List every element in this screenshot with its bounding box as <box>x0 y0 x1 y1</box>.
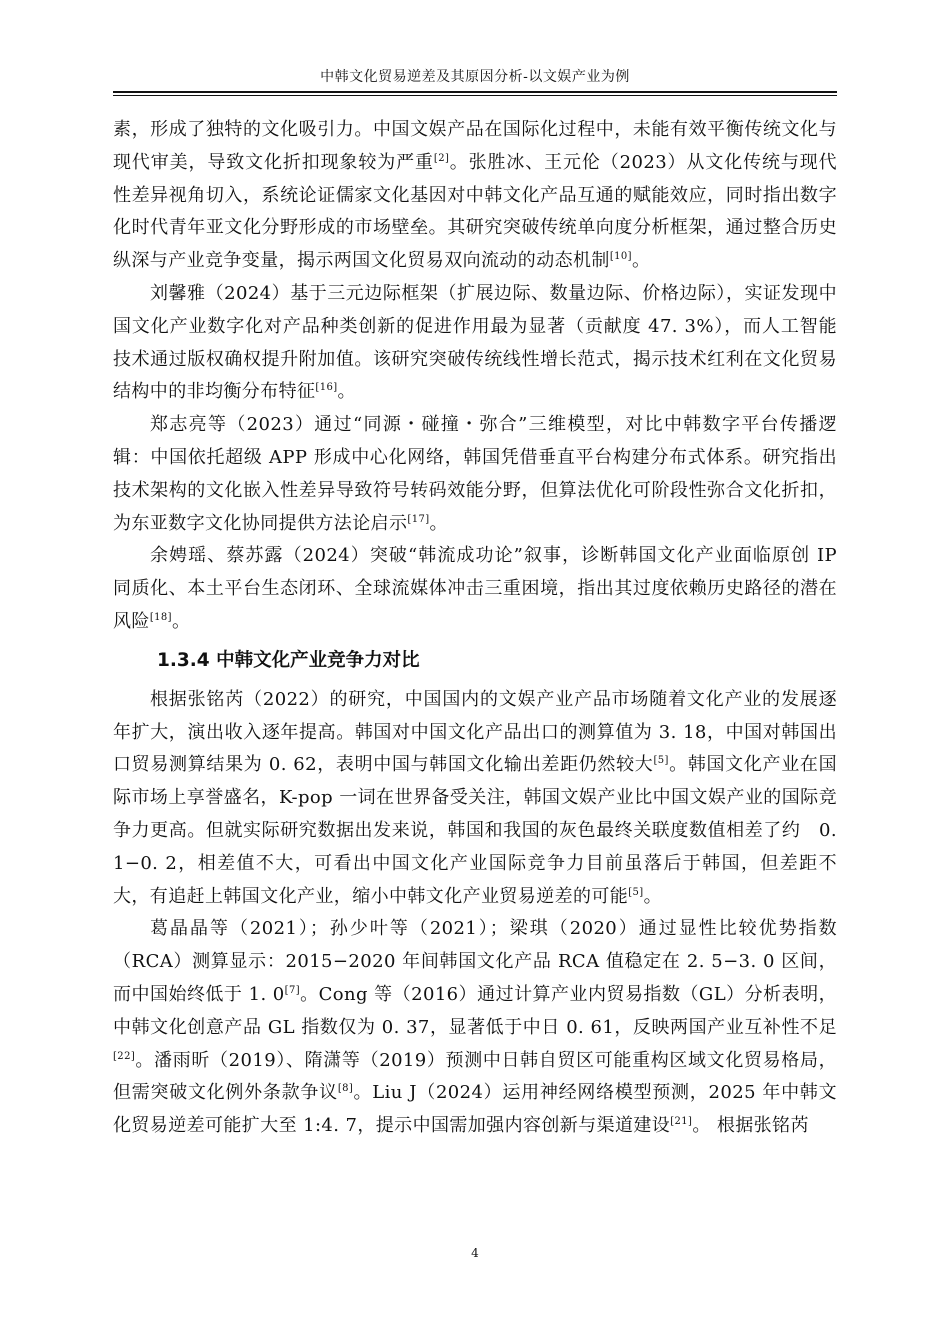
citation: [16] <box>315 382 338 394</box>
paragraph: 刘馨雅（2024）基于三元边际框架（扩展边际、数量边际、价格边际），实证发现中国文化产业数字化对产品种类创新的促进作用最为显著（贡献度 47. 3%），而人工智能技术通过版权确权提升附加值。该研究突破传统线性增长范式，揭示技术红利在文化贸易结构中的非均衡分布特征[16]。 <box>113 282 837 403</box>
page-number: 4 <box>471 1246 479 1260</box>
paragraph: 根据张铭芮（2022）的研究，中国国内的文娱产业产品市场随着文化产业的发展逐年扩大，演出收入逐年提高。韩国对中国文化产品出口的测算值为 3. 18，中国对韩国出口贸易测算结果为 0. 62，表明中国与韩国文化输出差距仍然较大[5]。韩国文化产业在国际市场上享誉盛名，K-pop 一词在世界备受关注，韩国文娱产业比中国文娱产业的国际竞争力更高。但就实际研究数据出发来说，韩国和我国的灰色最终关联度数值相差了约 0. 1−0. 2，相差值不大，可看出中国文化产业国际竞争力目前虽落后于韩国，但差距不大，有追赶上韩国文化产业，缩小中韩文化产业贸易逆差的可能[5]。 <box>113 688 837 907</box>
citation: [22] <box>113 1050 136 1062</box>
header-rule-thin <box>113 95 837 96</box>
citation: [2] <box>433 152 450 164</box>
citation: [7] <box>284 984 301 996</box>
citation: [17] <box>407 513 430 525</box>
header-rule-thick <box>113 91 837 93</box>
citation: [5] <box>628 886 644 898</box>
paragraph-continued: 素，形成了独特的文化吸引力。中国文娱产品在国际化过程中，未能有效平衡传统文化与现代审美，导致文化折扣现象较为严重[2]。张胜冰、王元伦（2023）从文化传统与现代性差异视角切入，系统论证儒家文化基因对中韩文化产品互通的赋能效应，同时指出数字化时代青年亚文化分野形成的市场壁垒。其研究突破传统单向度分析框架，通过整合历史纵深与产业竞争变量，揭示两国文化贸易双向流动的动态机制[10]。 <box>113 119 837 272</box>
paragraph: 葛晶晶等（2021）；孙少叶等（2021）；梁琪（2020）通过显性比较优势指数（RCA）测算显示：2015−2020 年间韩国文化产品 RCA 值稳定在 2. 5−3. 0 区间，而中国始终低于 1. 0[7]。Cong 等（2016）通过计算产业内贸易指数（GL）分析表明，中韩文化创意产品 GL 指数仅为 0. 37，显著低于中日 0. 61，反映两国产业互补性不足[22]。潘雨昕（2019）、隋潇等（2019）预测中日韩自贸区可能重构区域文化贸易格局，但需突破文化例外条款争议[8]。Liu J（2024）运用神经网络模型预测，2025 年中韩文化贸易逆差可能扩大至 1:4. 7，提示中国需加强内容创新与渠道建设[21]。 根据张铭芮 <box>113 918 837 1137</box>
running-header: 中韩文化贸易逆差及其原因分析-以文娱产业为例 <box>320 69 630 85</box>
citation: [5] <box>653 755 669 767</box>
citation: [10] <box>609 251 632 263</box>
section-heading: 1.3.4 中韩文化产业竞争力对比 <box>157 649 420 671</box>
body-text <box>113 114 837 1143</box>
paragraph: 余娉瑶、蔡苏露（2024）突破“韩流成功论”叙事，诊断韩国文化产业面临原创 IP 同质化、本土平台生态闭环、全球流媒体冲击三重困境，指出其过度依赖历史路径的潜在风险[18]。 <box>113 545 837 632</box>
paragraph: 郑志亮等（2023）通过“同源・碰撞・弥合”三维模型，对比中韩数字平台传播逻辑：中国依托超级 APP 形成中心化网络，韩国凭借垂直平台构建分布式体系。研究指出技术架构的文化嵌入性差异导致符号转码效能分野，但算法优化可阶段性弥合文化折扣，为东亚数字文化协同提供方法论启示[17]。 <box>113 414 837 534</box>
citation: [8] <box>337 1083 354 1095</box>
citation: [18] <box>149 611 172 623</box>
citation: [21] <box>670 1116 693 1128</box>
